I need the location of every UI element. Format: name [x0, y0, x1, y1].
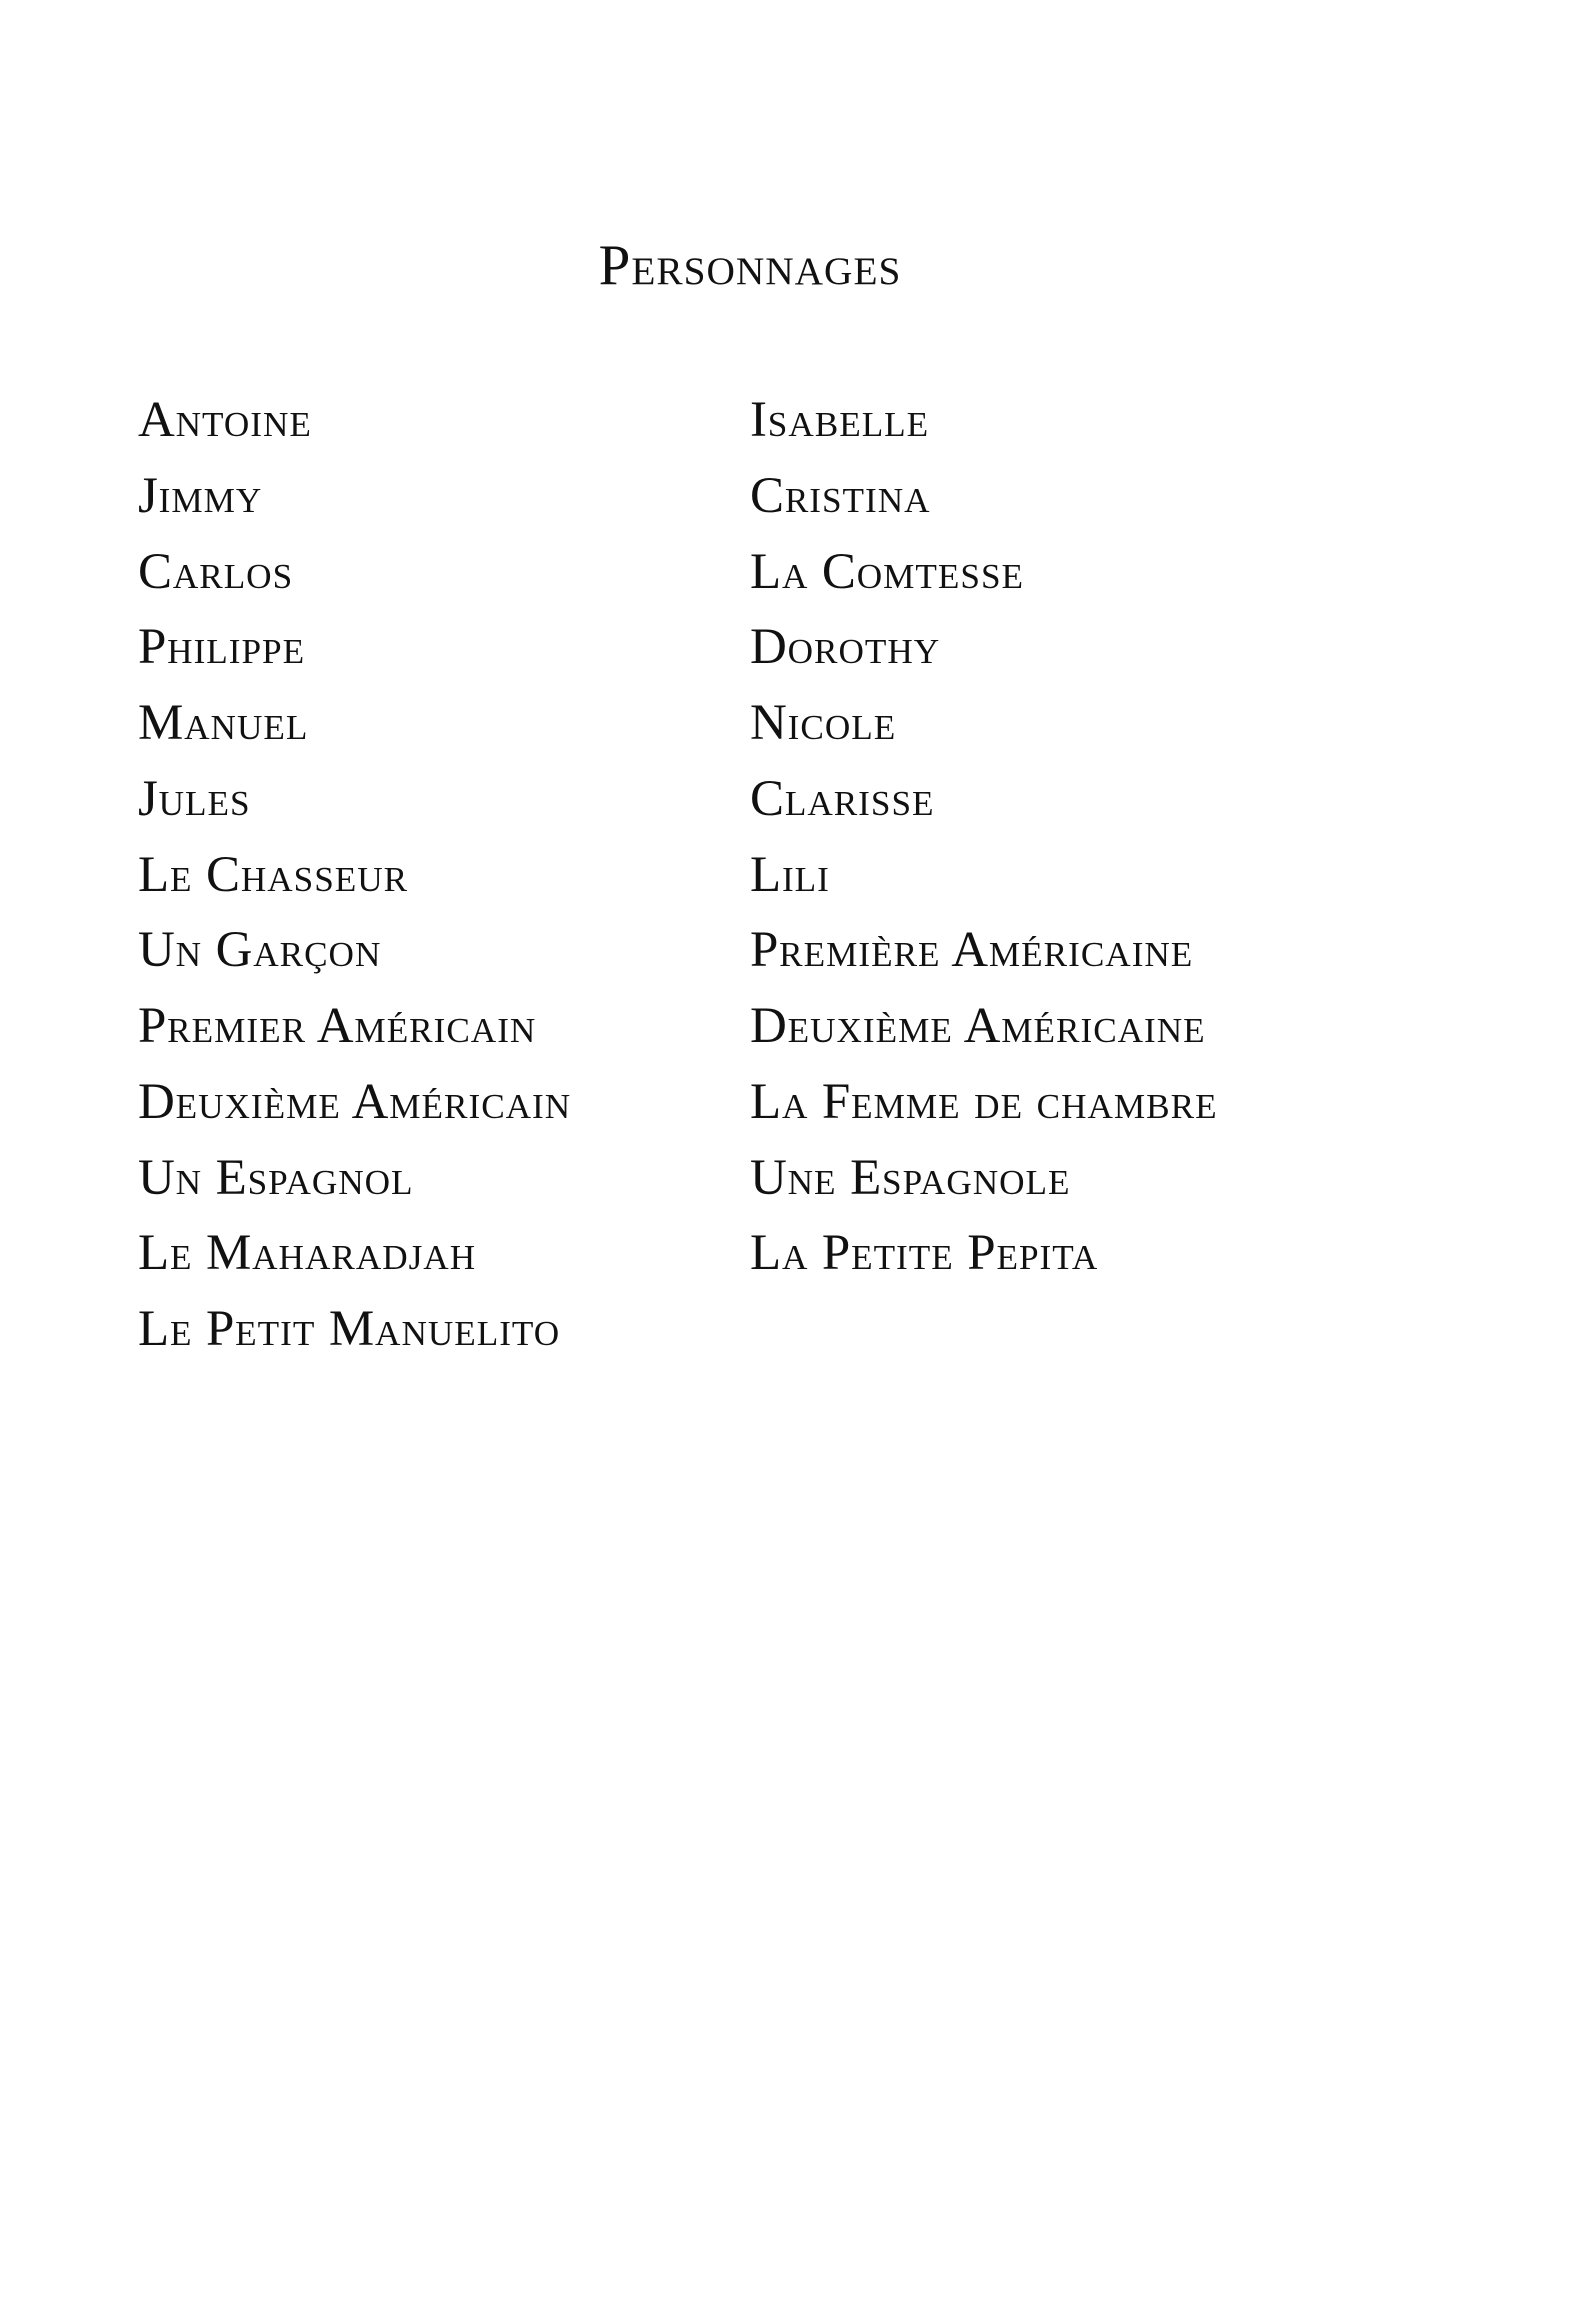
small-caps-text: OROTHY: [787, 632, 941, 672]
small-caps-text: REMIÈRE: [779, 935, 941, 975]
character-name: CARLOS: [138, 543, 294, 600]
small-caps-text: A: [781, 1238, 809, 1278]
small-caps-text: OMTESSE: [856, 556, 1024, 596]
small-caps-text: DE: [974, 1086, 1024, 1126]
character-name: LA COMTESSE: [750, 543, 1024, 600]
small-caps-text: MÉRICAINE: [1001, 1011, 1206, 1050]
small-caps-text: ANUELITO: [375, 1314, 561, 1353]
small-caps-text: N: [175, 1162, 203, 1202]
characters-column-left: [138, 385, 571, 1370]
small-caps-text: A: [781, 1086, 809, 1126]
small-caps-text: NE: [787, 1162, 837, 1202]
small-caps-text: EPITA: [996, 1238, 1099, 1278]
small-caps-text: N: [175, 935, 203, 975]
small-caps-text: RISTINA: [784, 480, 931, 520]
small-caps-text: EMME: [851, 1086, 961, 1126]
character-name: LE MAHARADJAH: [138, 1225, 477, 1282]
small-caps-text: E: [169, 1238, 193, 1278]
character-name: LE PETIT MANUELITO: [138, 1301, 561, 1357]
small-caps-text: A: [781, 556, 809, 596]
small-caps-text: REMIER: [167, 1011, 307, 1050]
character-name: LILI: [750, 846, 830, 903]
character-name: UN GARÇON: [138, 922, 382, 979]
character-name: JIMMY: [138, 467, 263, 524]
character-name: ISABELLE: [750, 392, 930, 448]
small-caps-text: IMMY: [158, 480, 263, 520]
character-name: LE CHASSEUR: [138, 846, 409, 903]
small-caps-text: NTOINE: [175, 405, 312, 444]
small-caps-text: ILI: [781, 859, 830, 899]
character-name: UN ESPAGNOL: [138, 1149, 414, 1206]
characters-column-right: [750, 385, 1218, 1294]
small-caps-text: MÉRICAIN: [354, 1011, 537, 1050]
small-caps-text: EUXIÈME: [175, 1086, 341, 1126]
character-name: PHILIPPE: [138, 619, 306, 676]
character-name: DOROTHY: [750, 619, 941, 676]
small-caps-text: MÉRICAIN: [389, 1086, 572, 1126]
character-name: NICOLE: [750, 695, 897, 751]
small-caps-text: ARÇON: [253, 935, 382, 975]
small-caps-text: EUXIÈME: [787, 1011, 953, 1050]
character-name: CRISTINA: [750, 467, 931, 524]
character-name: DEUXIÈME AMÉRICAIN: [138, 1073, 572, 1130]
character-name: PREMIER AMÉRICAIN: [138, 998, 537, 1054]
small-caps-text: SPAGNOL: [247, 1162, 414, 1202]
small-caps-text: ULES: [158, 783, 251, 823]
small-caps-text: HILIPPE: [167, 632, 306, 672]
small-caps-text: ARLOS: [172, 556, 294, 596]
small-caps-text: ERSONNAGES: [631, 249, 902, 293]
small-caps-text: HASSEUR: [240, 859, 409, 899]
small-caps-text: E: [169, 859, 193, 899]
small-caps-text: LARISSE: [784, 783, 935, 823]
character-name: JULES: [138, 770, 251, 827]
small-caps-text: SABELLE: [767, 405, 930, 444]
character-name: ANTOINE: [138, 392, 312, 448]
character-name: UNE ESPAGNOLE: [750, 1149, 1071, 1206]
character-name: LA PETITE PEPITA: [750, 1225, 1099, 1282]
small-caps-text: MÉRICAINE: [988, 935, 1194, 975]
character-name: MANUEL: [138, 695, 309, 751]
small-caps-text: ETIT: [235, 1314, 316, 1353]
small-caps-text: E: [169, 1314, 193, 1353]
small-caps-text: AHARADJAH: [252, 1238, 477, 1278]
page-title: PERSONNAGES: [598, 234, 902, 297]
character-name: PREMIÈRE AMÉRICAINE: [750, 922, 1194, 979]
small-caps-text: ICOLE: [787, 708, 897, 747]
character-name: CLARISSE: [750, 770, 935, 827]
character-name: DEUXIÈME AMÉRICAINE: [750, 998, 1206, 1054]
small-caps-text: CHAMBRE: [1036, 1086, 1218, 1126]
small-caps-text: SPAGNOLE: [882, 1162, 1071, 1202]
character-name: LA FEMME DE CHAMBRE: [750, 1073, 1218, 1130]
small-caps-text: ETITE: [851, 1238, 954, 1278]
small-caps-text: ANUEL: [184, 708, 309, 747]
